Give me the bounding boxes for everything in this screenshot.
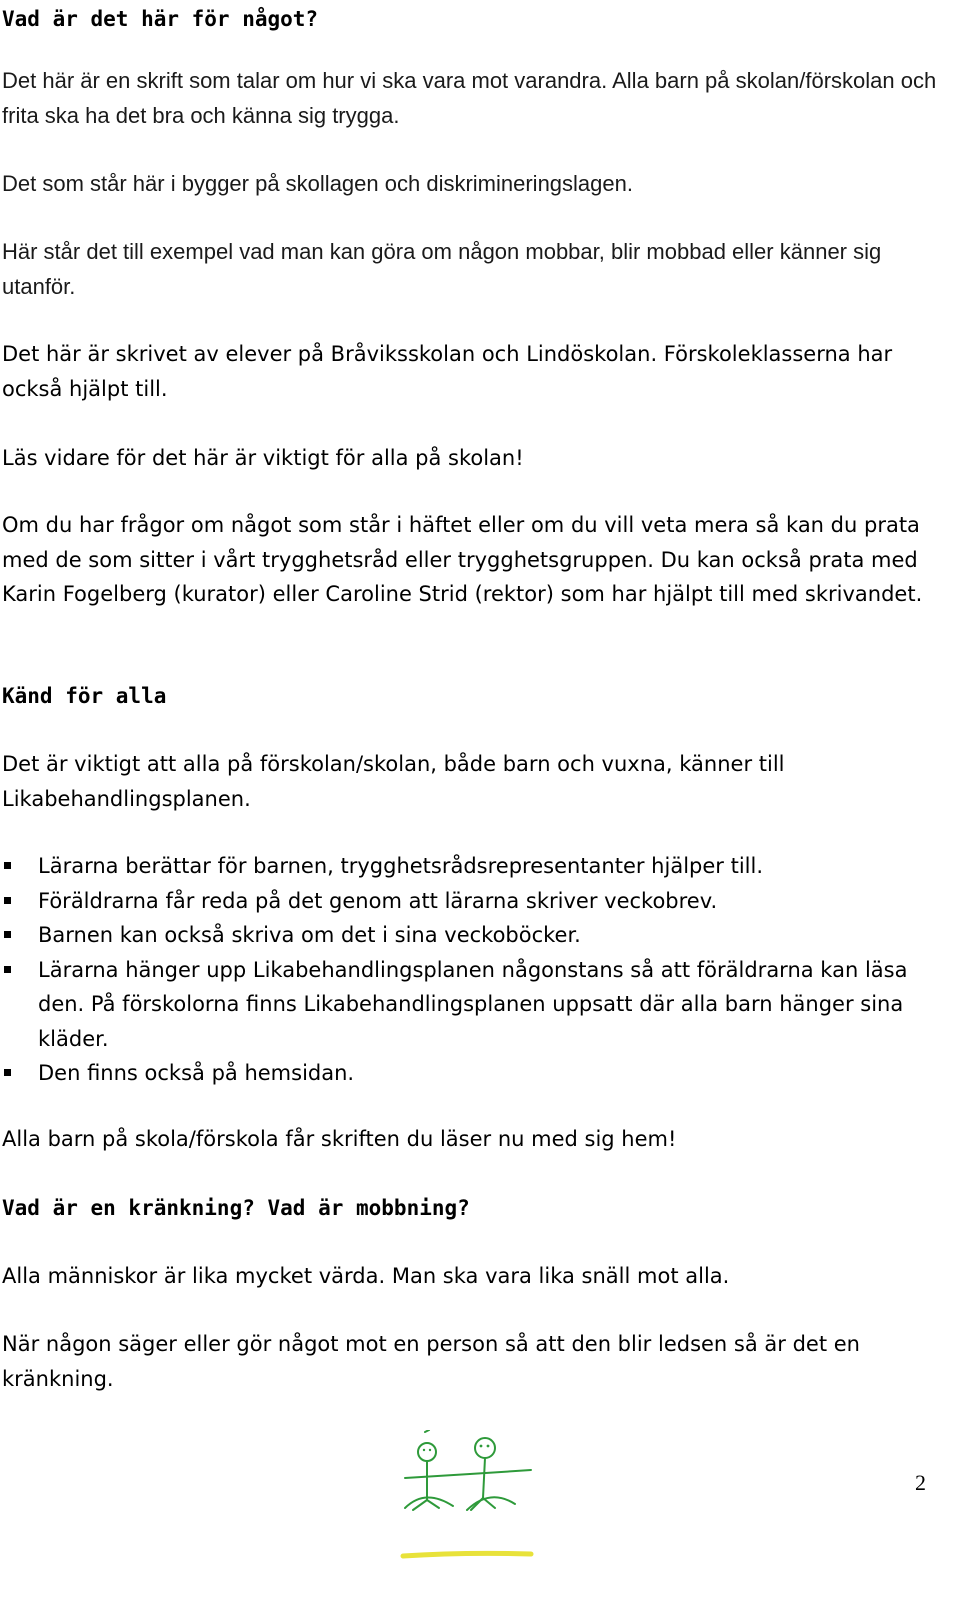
bully-paragraph-1: Alla människor är lika mycket värda. Man ska vara lika snäll mot alla. — [2, 1264, 730, 1288]
page-number: 2 — [915, 1470, 926, 1495]
square-bullet-icon — [4, 1069, 11, 1076]
list-item-text: Den finns också på hemsidan. — [38, 1061, 355, 1085]
intro-paragraph-3: Här står det till exempel vad man kan göra om någon mobbar, blir mobbad eller känner sig utanför. — [2, 239, 882, 299]
list-item-text: Föräldrarna får reda på det genom att lärarna skriver veckobrev. — [38, 888, 718, 913]
heading-what-is-bullying: Vad är en kränkning? Vad är mobbning? — [2, 1196, 470, 1220]
heading-known-to-all: Känd för alla — [2, 684, 167, 708]
children-drawing-icon — [395, 1430, 545, 1580]
list-item-text: Lärarna berättar för barnen, trygghetsrådsrepresentanter hjälper till. — [38, 854, 764, 878]
intro-paragraph-5: Läs vidare för det här är viktigt för alla på skolan! — [2, 446, 524, 470]
square-bullet-icon — [4, 931, 11, 938]
square-bullet-icon — [4, 897, 11, 904]
intro-paragraph-6: Om du har frågor om något som står i häftet eller om du vill veta mera så kan du prata med de som sitter i vårt trygghetsråd eller trygghetsgruppen. Du kan också prata med Karin Fogelberg (kurator) eller Caroline Strid (rektor) som har hjälpt till med skrivandet. — [2, 513, 923, 606]
square-bullet-icon — [4, 966, 11, 973]
list-item — [2, 1056, 942, 1091]
bully-paragraph-2: När någon säger eller gör något mot en person så att den blir ledsen så är det en kränkning. — [2, 1332, 860, 1391]
list-item — [2, 918, 942, 953]
known-paragraph-1: Det är viktigt att alla på förskolan/skolan, både barn och vuxna, känner till Likabehandlingsplanen. — [2, 752, 785, 811]
list-item — [2, 849, 942, 884]
list-item — [2, 953, 942, 1057]
list-item — [2, 884, 942, 919]
list-item-text: Barnen kan också skriva om det i sina veckoböcker. — [38, 923, 581, 947]
list-item-text: Lärarna hänger upp Likabehandlingsplanen någonstans så att föräldrarna kan läsa den. På förskolorna finns Likabehandlingsplanen uppsatt där alla barn hänger sina kläder. — [38, 957, 908, 1051]
square-bullet-icon — [4, 862, 11, 869]
intro-paragraph-1: Det här är en skrift som talar om hur vi ska vara mot varandra. Alla barn på skolan/förskolan och frita ska ha det bra och känna sig trygga. — [2, 68, 937, 128]
known-paragraph-2: Alla barn på skola/förskola får skriften du läser nu med sig hem! — [2, 1127, 677, 1151]
heading-what-is-this: Vad är det här för något? — [2, 7, 319, 31]
intro-paragraph-2: Det som står här i bygger på skollagen och diskrimineringslagen. — [2, 171, 633, 196]
known-bullet-list — [2, 849, 942, 1091]
intro-paragraph-4: Det här är skrivet av elever på Bråviksskolan och Lindöskolan. Förskoleklasserna har också hjälpt till. — [2, 342, 893, 401]
